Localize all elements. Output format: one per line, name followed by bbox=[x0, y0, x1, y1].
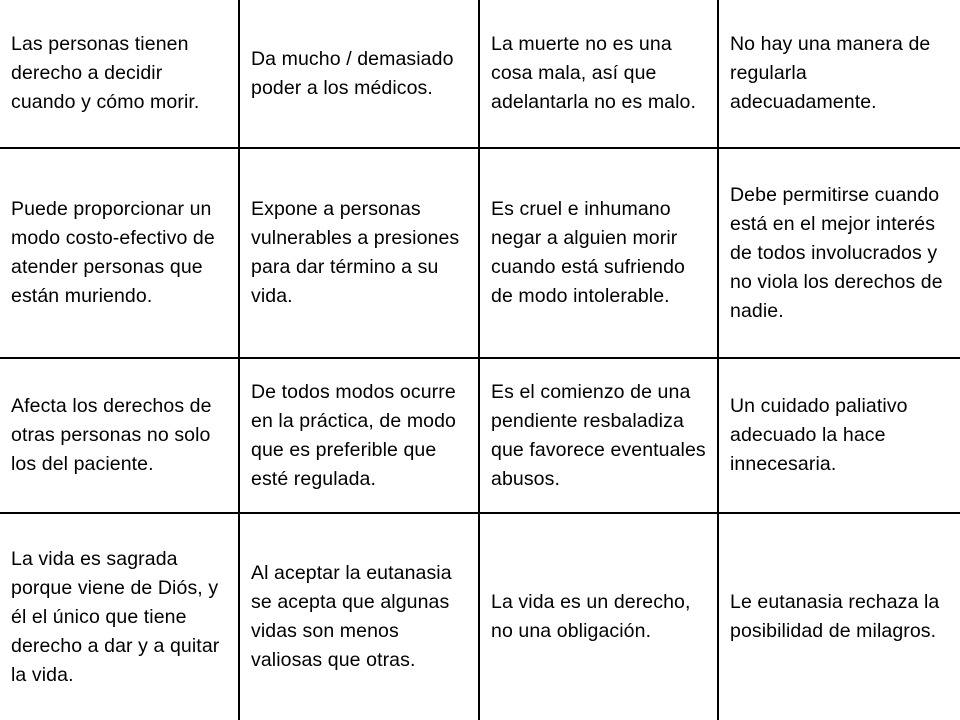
table-cell-r1-c2: Da mucho / demasiado poder a los médicos. bbox=[240, 0, 480, 149]
table-cell-r4-c3: La vida es un derecho, no una obligación. bbox=[480, 514, 719, 720]
table-cell-r2-c1: Puede proporcionar un modo costo-efectivo de atender personas que están muriendo. bbox=[0, 149, 240, 359]
table-cell-r3-c2: De todos modos ocurre en la práctica, de modo que es preferible que esté regulada. bbox=[240, 359, 480, 514]
table-cell-r1-c1: Las personas tienen derecho a decidir cuando y cómo morir. bbox=[0, 0, 240, 149]
table-cell-r4-c4: Le eutanasia rechaza la posibilidad de milagros. bbox=[730, 591, 940, 642]
table-cell-r4-c1: La vida es sagrada porque viene de Diós, y él el único que tiene derecho a dar y a quitar la vida. bbox=[0, 514, 240, 720]
table-cell-r3-c1: Afecta los derechos de otras personas no solo los del paciente. bbox=[0, 359, 240, 514]
table-cell-r3-c3: Es el comienzo de una pendiente resbaladiza que favorece eventuales abusos. bbox=[480, 359, 719, 514]
table-cell-r3-c4: Un cuidado paliativo adecuado la hace innecesaria. bbox=[719, 359, 960, 514]
table-cell-r1-c4: No hay una manera de regularla adecuadamente. bbox=[719, 0, 960, 149]
table-cell-r4-c2: Al aceptar la eutanasia se acepta que algunas vidas son menos valiosas que otras. bbox=[240, 514, 480, 720]
table-cell-r2-c2: Expone a personas vulnerables a presiones para dar término a su vida. bbox=[240, 149, 480, 359]
table-cell-r1-c3: La muerte no es una cosa mala, así que adelantarla no es malo. bbox=[480, 0, 719, 149]
table-cell-r2-c4: Debe permitirse cuando está en el mejor interés de todos involucrados y no viola los derechos de nadie. bbox=[719, 149, 960, 359]
table-cell-r2-c3: Es cruel e inhumano negar a alguien morir cuando está sufriendo de modo intolerable. bbox=[480, 149, 719, 359]
